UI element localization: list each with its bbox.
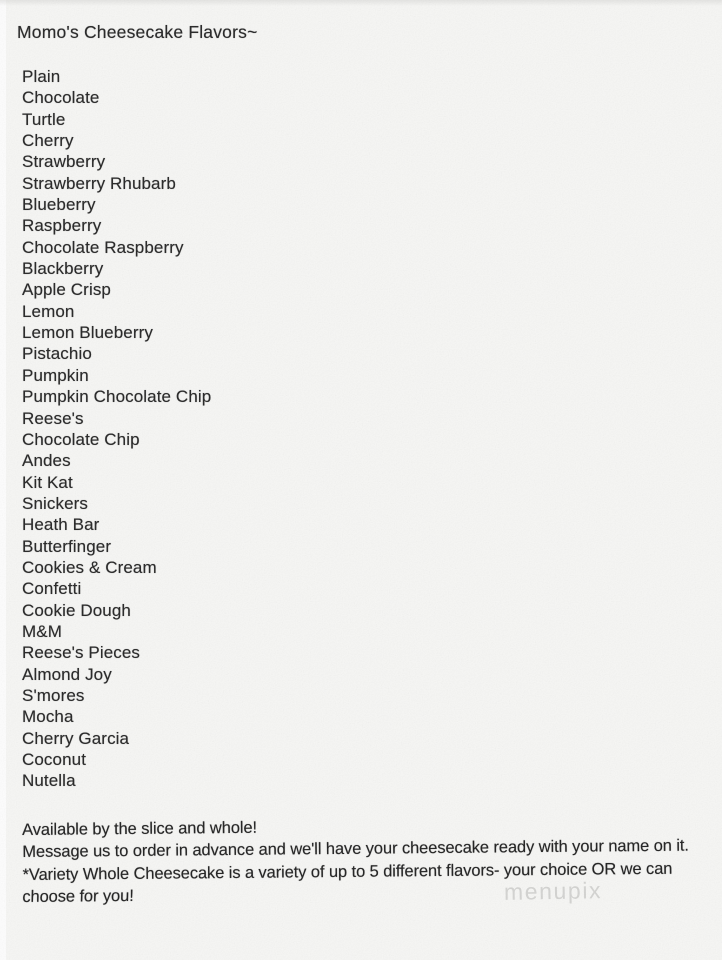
scan-edge-top [0,0,722,6]
flavor-item: Raspberry [22,216,102,236]
flavor-item: Kit Kat [22,472,73,492]
menupix-watermark: menupix [503,877,603,905]
flavor-item: Turtle [22,109,66,129]
note-line: Available by the slice and whole! [22,818,258,839]
flavor-item: M&M [22,621,62,641]
flavor-item: Andes [22,451,71,471]
flavor-item: Confetti [22,579,82,599]
flavor-item: Strawberry [22,152,106,172]
flavor-item: Heath Bar [22,515,100,535]
notes-block [22,812,722,908]
flavor-item: Almond Joy [22,664,112,684]
flavor-item: Reese's [22,408,84,428]
flavor-item: Strawberry Rhubarb [22,173,176,193]
flavor-item: Butterfinger [22,536,112,556]
flavor-item: Coconut [22,750,87,769]
flavor-item: Blueberry [22,195,96,215]
flavor-item: Plain [22,67,61,86]
menu-title: Momo's Cheesecake Flavors~ [17,22,258,42]
flavor-item: Nutella [22,771,76,791]
flavor-item: Chocolate Raspberry [22,237,184,257]
flavor-item: Mocha [22,707,74,727]
flavor-item: Lemon Blueberry [22,323,153,343]
note-line: Message us to order in advance and we'll have your cheesecake ready with your name on it. [22,837,689,862]
flavor-item: Cherry [22,131,74,151]
flavor-item: Snickers [22,493,88,513]
flavor-item: Cookie Dough [22,600,131,620]
flavor-item: Lemon [22,301,75,321]
flavor-item: Pistachio [22,344,92,364]
flavor-item: Pumpkin Chocolate Chip [22,387,212,407]
flavor-item: Pumpkin [22,365,89,385]
flavor-item: Apple Crisp [22,280,111,300]
flavor-item: S'mores [22,685,85,705]
flavor-item: Chocolate [22,88,100,108]
flavor-item: Cherry Garcia [22,728,130,748]
flavor-list [22,66,211,792]
flavor-item: Blackberry [22,259,104,279]
flavor-item: Chocolate Chip [22,429,140,449]
flavor-item: Cookies & Cream [22,557,157,577]
flavor-item: Reese's Pieces [22,643,141,663]
scan-edge-left [0,0,6,960]
note-line: *Variety Whole Cheesecake is a variety of up to 5 different flavors- your choice OR we can [22,859,673,884]
note-line: choose for you! [22,887,134,907]
